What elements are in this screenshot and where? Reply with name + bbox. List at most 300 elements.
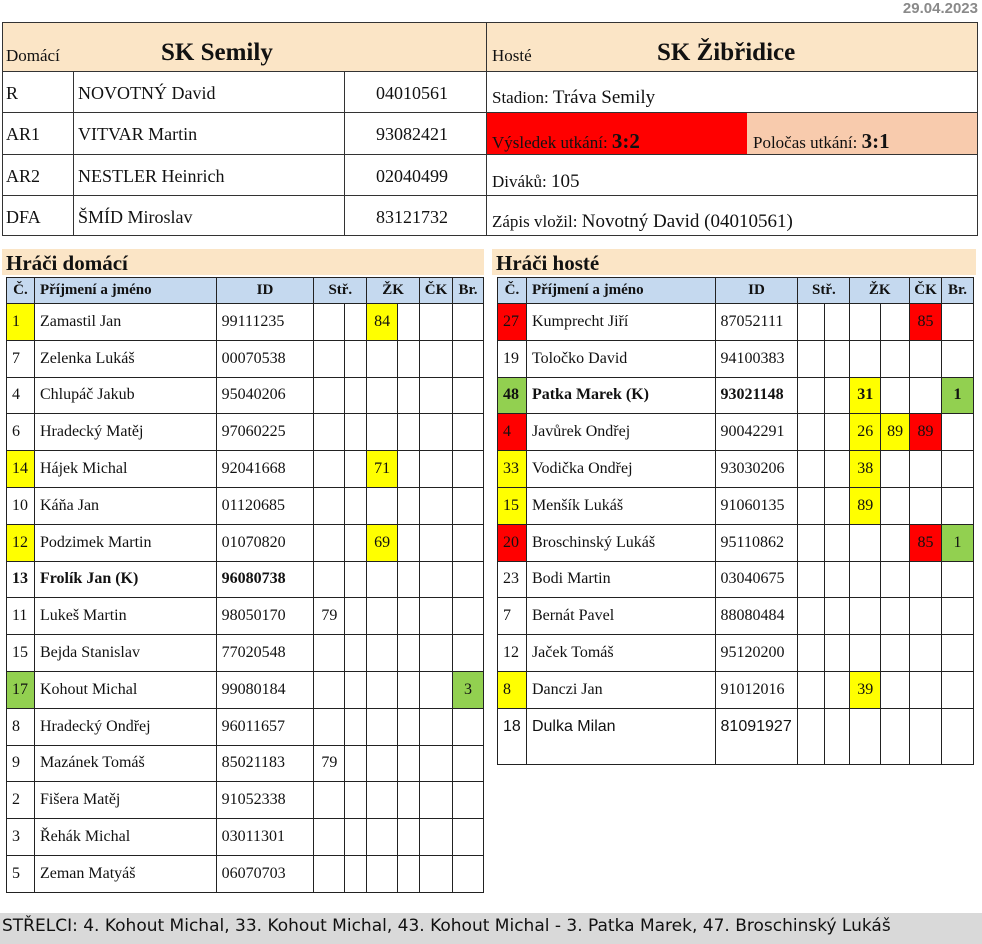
player-number: 15 — [498, 487, 527, 524]
goal-cell — [314, 487, 345, 524]
player-id: 01070820 — [216, 524, 314, 561]
table-row — [7, 561, 484, 598]
player-id: 93030206 — [715, 451, 798, 488]
yellow-card-cell: 89 — [850, 487, 881, 524]
yellow-card-cell — [881, 340, 910, 377]
player-number: 6 — [7, 414, 35, 451]
own-goal-cell — [452, 414, 483, 451]
table-row — [7, 487, 484, 524]
yellow-card-cell — [850, 561, 881, 598]
own-goal-cell — [942, 487, 974, 524]
yellow-card-cell — [398, 414, 420, 451]
goal-cell — [345, 708, 367, 745]
home-team-bar — [3, 23, 487, 71]
yellow-card-cell — [367, 671, 398, 708]
spectators-info: Diváků: 105 — [492, 171, 580, 192]
red-card-cell — [420, 819, 453, 856]
player-name: Káňa Jan — [34, 487, 216, 524]
player-name: Hradecký Ondřej — [34, 708, 216, 745]
table-row — [7, 598, 484, 635]
goal-cell — [314, 561, 345, 598]
player-id: 06070703 — [216, 855, 314, 892]
yellow-card-cell — [881, 487, 910, 524]
table-row — [498, 671, 974, 708]
table-header-row: Č. Příjmení a jméno ID Stř. ŽK ČK Br. — [7, 278, 484, 304]
goal-cell — [314, 304, 345, 341]
goal-cell — [798, 414, 825, 451]
yellow-card-cell — [881, 708, 910, 764]
player-number: 12 — [7, 524, 35, 561]
player-name: Vodička Ondřej — [526, 451, 715, 488]
table-row — [498, 635, 974, 672]
referee-row: DFA ŠMÍD Miroslav 83121732 — [6, 207, 448, 227]
table-row — [498, 340, 974, 377]
yellow-card-cell — [881, 304, 910, 341]
player-number: 14 — [7, 451, 35, 488]
home-players-table — [6, 277, 484, 893]
yellow-card-cell — [850, 304, 881, 341]
player-number: 12 — [498, 635, 527, 672]
red-card-cell — [420, 487, 453, 524]
player-number: 33 — [498, 451, 527, 488]
away-label: Hosté — [492, 46, 532, 65]
player-number: 2 — [7, 782, 35, 819]
own-goal-cell — [452, 782, 483, 819]
player-number: 7 — [7, 340, 35, 377]
player-name: Hájek Michal — [34, 451, 216, 488]
away-team-bar — [487, 23, 977, 71]
red-card-cell: 85 — [910, 304, 942, 341]
yellow-card-cell — [881, 377, 910, 414]
table-row — [498, 451, 974, 488]
yellow-card-cell — [398, 855, 420, 892]
player-id: 95110862 — [715, 524, 798, 561]
red-card-cell — [420, 561, 453, 598]
player-name: Bodi Martin — [526, 561, 715, 598]
yellow-card-cell: 71 — [367, 451, 398, 488]
table-row — [7, 377, 484, 414]
goal-cell — [345, 414, 367, 451]
goal-cell — [345, 782, 367, 819]
yellow-card-cell — [398, 782, 420, 819]
goal-cell — [314, 377, 345, 414]
table-row — [7, 708, 484, 745]
own-goal-cell — [452, 745, 483, 782]
yellow-card-cell — [367, 819, 398, 856]
own-goal-cell — [942, 451, 974, 488]
goal-cell — [314, 635, 345, 672]
red-card-cell — [420, 635, 453, 672]
red-card-cell — [420, 745, 453, 782]
player-id: 92041668 — [216, 451, 314, 488]
own-goal-cell — [452, 451, 483, 488]
goal-cell — [798, 671, 825, 708]
own-goal-cell — [942, 414, 974, 451]
yellow-card-cell — [398, 745, 420, 782]
player-number: 27 — [498, 304, 527, 341]
table-row — [7, 524, 484, 561]
own-goal-cell — [942, 671, 974, 708]
yellow-card-cell — [398, 524, 420, 561]
goal-cell — [345, 451, 367, 488]
goal-cell — [825, 487, 850, 524]
red-card-cell — [420, 855, 453, 892]
own-goal-cell — [452, 708, 483, 745]
player-id: 95040206 — [216, 377, 314, 414]
table-row — [7, 451, 484, 488]
yellow-card-cell — [398, 708, 420, 745]
player-name: Frolík Jan (K) — [34, 561, 216, 598]
table-row — [7, 304, 484, 341]
red-card-cell — [910, 561, 942, 598]
goal-cell — [314, 414, 345, 451]
referee-row: AR1 VITVAR Martin 93082421 — [6, 124, 448, 144]
player-name: Mazánek Tomáš — [34, 745, 216, 782]
yellow-card-cell: 84 — [367, 304, 398, 341]
goal-cell — [825, 708, 850, 764]
yellow-card-cell — [881, 561, 910, 598]
player-name: Zelenka Lukáš — [34, 340, 216, 377]
yellow-card-cell — [398, 598, 420, 635]
table-row — [498, 561, 974, 598]
player-id: 97060225 — [216, 414, 314, 451]
yellow-card-cell — [367, 414, 398, 451]
player-id: 94100383 — [715, 340, 798, 377]
player-id: 99080184 — [216, 671, 314, 708]
yellow-card-cell: 26 — [850, 414, 881, 451]
own-goal-cell — [942, 340, 974, 377]
yellow-card-cell — [367, 561, 398, 598]
player-id: 91060135 — [715, 487, 798, 524]
own-goal-cell — [452, 340, 483, 377]
goal-cell — [798, 487, 825, 524]
yellow-card-cell — [398, 487, 420, 524]
goal-cell — [314, 855, 345, 892]
red-card-cell — [910, 671, 942, 708]
goal-cell — [345, 855, 367, 892]
player-number: 4 — [7, 377, 35, 414]
goal-cell — [825, 414, 850, 451]
own-goal-cell: 3 — [452, 671, 483, 708]
own-goal-cell — [942, 304, 974, 341]
own-goal-cell — [452, 377, 483, 414]
player-id: 90042291 — [715, 414, 798, 451]
player-id: 96080738 — [216, 561, 314, 598]
goal-cell — [314, 671, 345, 708]
player-name: Dulka Milan — [526, 708, 715, 764]
red-card-cell — [420, 524, 453, 561]
yellow-card-cell: 38 — [850, 451, 881, 488]
own-goal-cell — [452, 598, 483, 635]
goal-cell — [345, 487, 367, 524]
own-goal-cell — [452, 561, 483, 598]
table-row — [7, 635, 484, 672]
own-goal-cell — [942, 598, 974, 635]
player-id: 01120685 — [216, 487, 314, 524]
entered-by-info: Zápis vložil: Novotný David (04010561) — [492, 211, 793, 232]
player-name: Jaček Tomáš — [526, 635, 715, 672]
referee-row: R NOVOTNÝ David 04010561 — [6, 83, 448, 103]
player-name: Kohout Michal — [34, 671, 216, 708]
player-number: 8 — [7, 708, 35, 745]
player-id: 00070538 — [216, 340, 314, 377]
red-card-cell — [910, 377, 942, 414]
red-card-cell — [910, 487, 942, 524]
home-team-name: SK Semily — [161, 39, 273, 66]
player-number: 17 — [7, 671, 35, 708]
player-number: 48 — [498, 377, 527, 414]
yellow-card-cell — [850, 340, 881, 377]
own-goal-cell — [452, 855, 483, 892]
table-row — [7, 745, 484, 782]
yellow-card-cell — [398, 635, 420, 672]
goal-cell — [345, 304, 367, 341]
goal-cell — [314, 524, 345, 561]
player-name: Javůrek Ondřej — [526, 414, 715, 451]
yellow-card-cell — [881, 635, 910, 672]
yellow-card-cell — [367, 377, 398, 414]
own-goal-cell — [452, 635, 483, 672]
table-row — [498, 708, 974, 764]
yellow-card-cell: 89 — [881, 414, 910, 451]
halftime-box: Poločas utkání: 3:1 — [747, 113, 977, 154]
player-id: 81091927 — [715, 708, 798, 764]
yellow-card-cell — [398, 671, 420, 708]
yellow-card-cell — [881, 451, 910, 488]
goal-cell — [345, 598, 367, 635]
red-card-cell — [910, 708, 942, 764]
player-number: 20 — [498, 524, 527, 561]
goal-cell — [345, 819, 367, 856]
player-id: 95120200 — [715, 635, 798, 672]
goal-cell — [314, 782, 345, 819]
table-row — [7, 414, 484, 451]
table-row — [498, 377, 974, 414]
own-goal-cell — [452, 524, 483, 561]
yellow-card-cell — [881, 671, 910, 708]
goal-cell — [314, 340, 345, 377]
goal-cell — [345, 745, 367, 782]
yellow-card-cell — [367, 855, 398, 892]
table-row — [7, 855, 484, 892]
goal-cell — [825, 671, 850, 708]
yellow-card-cell — [398, 819, 420, 856]
red-card-cell — [420, 671, 453, 708]
goal-cell — [345, 561, 367, 598]
yellow-card-cell — [850, 635, 881, 672]
table-row — [7, 782, 484, 819]
yellow-card-cell: 31 — [850, 377, 881, 414]
player-number: 3 — [7, 819, 35, 856]
goal-cell — [825, 304, 850, 341]
table-header-row: Č. Příjmení a jméno ID Stř. ŽK ČK Br. — [498, 278, 974, 304]
table-row — [498, 414, 974, 451]
goal-cell — [825, 340, 850, 377]
yellow-card-cell — [881, 598, 910, 635]
red-card-cell — [420, 598, 453, 635]
player-name: Menšík Lukáš — [526, 487, 715, 524]
yellow-card-cell — [850, 708, 881, 764]
scorers-bar: STŘELCI: 4. Kohout Michal, 33. Kohout Michal, 43. Kohout Michal - 3. Patka Marek, 47. Broschinský Lukáš — [0, 913, 982, 944]
player-name: Patka Marek (K) — [526, 377, 715, 414]
own-goal-cell — [942, 561, 974, 598]
result-score: 3:2 — [611, 129, 640, 153]
red-card-cell — [420, 708, 453, 745]
goal-cell — [825, 635, 850, 672]
yellow-card-cell — [367, 635, 398, 672]
yellow-card-cell — [367, 782, 398, 819]
goal-cell — [798, 635, 825, 672]
own-goal-cell — [452, 487, 483, 524]
goal-cell — [798, 708, 825, 764]
yellow-card-cell — [398, 377, 420, 414]
table-row — [7, 340, 484, 377]
player-number: 4 — [498, 414, 527, 451]
player-id: 88080484 — [715, 598, 798, 635]
player-id: 99111235 — [216, 304, 314, 341]
result-box: Výsledek utkání: 3:2 — [487, 113, 747, 154]
yellow-card-cell — [367, 745, 398, 782]
goal-cell — [825, 451, 850, 488]
player-number: 9 — [7, 745, 35, 782]
player-number: 15 — [7, 635, 35, 672]
goal-cell — [314, 819, 345, 856]
referee-row: AR2 NESTLER Heinrich 02040499 — [6, 166, 448, 186]
player-id: 91052338 — [216, 782, 314, 819]
player-name: Zamastil Jan — [34, 304, 216, 341]
red-card-cell — [420, 451, 453, 488]
table-row — [7, 671, 484, 708]
red-card-cell — [420, 782, 453, 819]
red-card-cell — [910, 451, 942, 488]
match-header — [2, 22, 978, 236]
own-goal-cell — [452, 304, 483, 341]
player-number: 23 — [498, 561, 527, 598]
player-name: Danczi Jan — [526, 671, 715, 708]
goal-cell — [314, 708, 345, 745]
player-name: Řehák Michal — [34, 819, 216, 856]
yellow-card-cell — [850, 524, 881, 561]
player-id: 93021148 — [715, 377, 798, 414]
away-players-title: Hráči hosté — [492, 249, 976, 275]
player-id: 03040675 — [715, 561, 798, 598]
player-id: 87052111 — [715, 304, 798, 341]
player-name: Hradecký Matěj — [34, 414, 216, 451]
goal-cell — [345, 377, 367, 414]
red-card-cell — [420, 377, 453, 414]
own-goal-cell — [452, 819, 483, 856]
player-name: Bejda Stanislav — [34, 635, 216, 672]
player-id: 77020548 — [216, 635, 314, 672]
yellow-card-cell — [850, 598, 881, 635]
yellow-card-cell — [398, 340, 420, 377]
player-number: 8 — [498, 671, 527, 708]
player-name: Fišera Matěj — [34, 782, 216, 819]
goal-cell — [798, 451, 825, 488]
player-number: 18 — [498, 708, 527, 764]
away-players-table — [497, 277, 974, 765]
red-card-cell: 89 — [910, 414, 942, 451]
table-row — [498, 524, 974, 561]
player-number: 19 — [498, 340, 527, 377]
goal-cell: 79 — [314, 598, 345, 635]
player-name: Podzimek Martin — [34, 524, 216, 561]
away-team-name: SK Žibřidice — [657, 39, 796, 66]
player-id: 96011657 — [216, 708, 314, 745]
goal-cell — [345, 524, 367, 561]
yellow-card-cell — [367, 340, 398, 377]
yellow-card-cell — [367, 487, 398, 524]
goal-cell — [825, 524, 850, 561]
player-id: 03011301 — [216, 819, 314, 856]
yellow-card-cell — [398, 561, 420, 598]
goal-cell — [345, 635, 367, 672]
player-number: 10 — [7, 487, 35, 524]
own-goal-cell — [942, 708, 974, 764]
yellow-card-cell — [398, 304, 420, 341]
table-row — [498, 598, 974, 635]
player-name: Zeman Matyáš — [34, 855, 216, 892]
goal-cell — [798, 561, 825, 598]
yellow-card-cell — [398, 451, 420, 488]
goal-cell — [798, 340, 825, 377]
goal-cell: 79 — [314, 745, 345, 782]
player-name: Chlupáč Jakub — [34, 377, 216, 414]
goal-cell — [825, 377, 850, 414]
yellow-card-cell: 39 — [850, 671, 881, 708]
stadium-info: Stadion: Tráva Semily — [492, 87, 656, 108]
player-number: 11 — [7, 598, 35, 635]
red-card-cell — [910, 635, 942, 672]
goal-cell — [798, 524, 825, 561]
player-name: Lukeš Martin — [34, 598, 216, 635]
goal-cell — [825, 598, 850, 635]
player-name: Broschinský Lukáš — [526, 524, 715, 561]
player-name: Toločko David — [526, 340, 715, 377]
match-date: 29.04.2023 — [902, 0, 978, 17]
own-goal-cell — [942, 635, 974, 672]
halftime-score: 3:1 — [861, 129, 890, 153]
yellow-card-cell — [881, 524, 910, 561]
home-label: Domácí — [6, 46, 60, 65]
goal-cell — [345, 340, 367, 377]
goal-cell — [825, 561, 850, 598]
player-number: 7 — [498, 598, 527, 635]
goal-cell — [798, 304, 825, 341]
goal-cell — [345, 671, 367, 708]
own-goal-cell: 1 — [942, 524, 974, 561]
red-card-cell — [910, 598, 942, 635]
player-number: 5 — [7, 855, 35, 892]
player-number: 1 — [7, 304, 35, 341]
table-row — [498, 487, 974, 524]
table-row — [498, 304, 974, 341]
player-name: Kumprecht Jiří — [526, 304, 715, 341]
red-card-cell — [420, 340, 453, 377]
player-name: Bernát Pavel — [526, 598, 715, 635]
yellow-card-cell — [367, 708, 398, 745]
red-card-cell — [420, 414, 453, 451]
yellow-card-cell — [367, 598, 398, 635]
goal-cell — [314, 451, 345, 488]
goal-cell — [798, 598, 825, 635]
goal-cell — [798, 377, 825, 414]
red-card-cell — [420, 304, 453, 341]
own-goal-cell: 1 — [942, 377, 974, 414]
table-row — [7, 819, 484, 856]
yellow-card-cell: 69 — [367, 524, 398, 561]
red-card-cell — [910, 340, 942, 377]
